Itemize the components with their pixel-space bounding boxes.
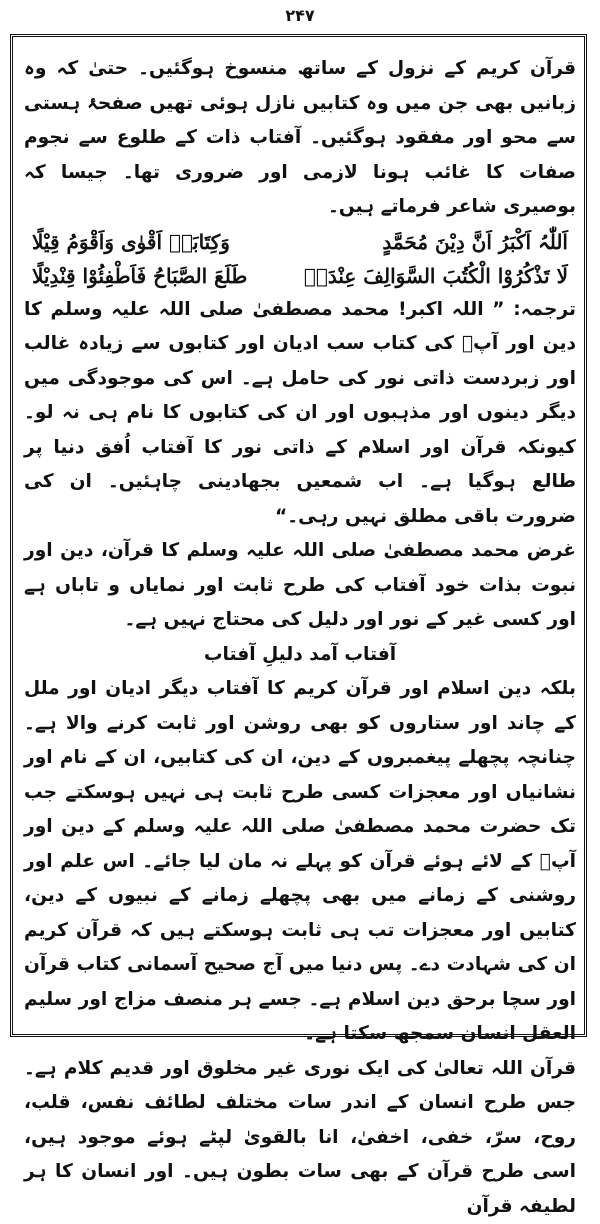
verse-1-right: اَللّٰہُ اَکْبَرُ اَنَّ دِیْنَ مُحَمَّدٍ <box>382 225 568 259</box>
paragraph-1: قرآن کریم کے نزول کے ساتھ منسوخ ہوگئیں۔ حتیٰ کہ وہ زبانیں بھی جن میں وہ کتابیں نازل ہوئی تھیں صفحۂ ہستی سے محو اور مفقود ہوگئیں۔ آفتاب ذات کے طلوع سے نجوم صفات کا غائب ہونا لازمی اور ضروری تھا۔ جیسا کہ بوصیری شاعر فرماتے ہیں۔ <box>24 52 576 225</box>
page-number: ۲۴۷ <box>0 6 600 25</box>
paragraph-4: بلکہ دین اسلام اور قرآن کریم کا آفتاب دیگر ادیان اور ملل کے چاند اور ستاروں کو بھی روشن اور ثابت کرنے والا ہے۔ چنانچہ پچھلے پیغمبروں کے دین، ان کی کتابیں، ان کے نام اور نشانیاں اور معجزات کسی طرح ثابت ہی نہیں ہوسکتے جب تک حضرت محمد مصطفیٰ صلی اللہ علیہ وسلم کے دین اور آپؐ کے لائے ہوئے قرآن کو پہلے نہ مان لیا جائے۔ اس علم اور روشنی کے زمانے میں بھی پچھلے زمانے کے نبیوں کے دین، کتابیں اور معجزات تب ہی ثابت ہوسکتے ہیں کہ قرآن کریم ان کی شہادت دے۔ پس دنیا میں آج صحیح آسمانی کتاب قرآن اور سچا برحق دین اسلام ہے۔ جسے ہر منصف مزاج اور سلیم العقل انسان سمجھ سکتا ہے۔ <box>24 672 576 1052</box>
paragraph-5: قرآن اللہ تعالیٰ کی ایک نوری غیر مخلوق اور قدیم کلام ہے۔ جس طرح انسان کے اندر سات مختلف لطائف نفس، قلب، روح، سرّ، خفی، اخفیٰ، انا بالقویٰ لپٹے ہوئے موجود ہیں، اسی طرح قرآن کے بھی سات بطون ہیں۔ اور انسان کا ہر لطیفہ قرآن <box>24 1052 576 1224</box>
section-heading: آفتاب آمد دلیلِ آفتاب <box>24 638 576 673</box>
verse-line-2 <box>24 259 576 293</box>
translation-paragraph: ترجمہ: ” اللہ اکبر! محمد مصطفیٰ صلی اللہ علیہ وسلم کا دین اور آپؐ کی کتاب سب ادیان اور کتابوں سے زیادہ غالب اور زبردست ذاتی نور کی حامل ہے۔ اس کی موجودگی میں دیگر دینوں اور مذہبوں اور ان کی کتابوں کا نام ہی نہ لو۔ کیونکہ قرآن اور اسلام کے ذاتی نور کا آفتاب اُفق دنیا پر طالع ہوگیا ہے۔ اب شمعیں بجھادینی چاہئیں۔ ان کی ضرورت باقی مطلق نہیں رہی۔“ <box>24 293 576 535</box>
verse-line-1 <box>24 225 576 259</box>
verse-2-right: لَا تَذْکُرُوْا الْکُتُبَ السَّوَالِفَ عِنْدَہٗ <box>304 259 568 293</box>
page-body <box>24 52 576 1037</box>
verse-2-left: طَلَعَ الصَّبَاحُ فَاَطْفِئُوْا قِنْدِیْلًا <box>32 259 247 293</box>
paragraph-3: غرض محمد مصطفیٰ صلی اللہ علیہ وسلم کا قرآن، دین اور نبوت بذات خود آفتاب کی طرح ثابت اور نمایاں و تاباں ہے اور کسی غیر کے نور اور دلیل کی محتاج نہیں ہے۔ <box>24 534 576 638</box>
verse-1-left: وَکِتَابَہٗ اَقْوٰی وَاَقْوَمُ قِیْلًا <box>32 225 230 259</box>
